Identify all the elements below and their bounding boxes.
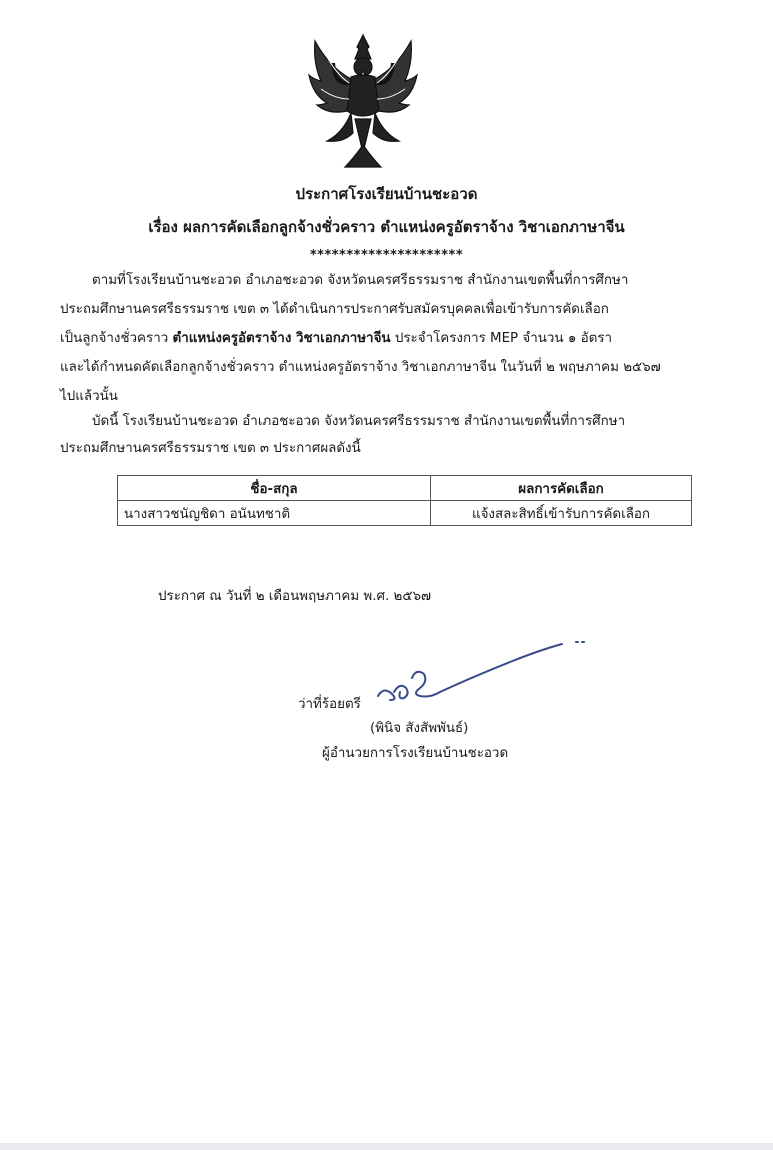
header-name: ชื่อ-สกุล [118, 476, 431, 501]
signature-icon [370, 638, 590, 708]
announce-date: ประกาศ ณ วันที่ ๒ เดือนพฤษภาคม พ.ศ. ๒๕๖๗ [158, 589, 432, 604]
table-header-row [118, 476, 692, 501]
paragraph-1-line-2: ประถมศึกษานครศรีธรรมราช เขต ๓ ได้ดำเนินการประกาศรับสมัครบุคคลเพื่อเข้ารับการคัดเลือก [60, 302, 609, 317]
paragraph-2-line-2: ประถมศึกษานครศรีธรรมราช เขต ๓ ประกาศผลดังนี้ [60, 441, 361, 456]
paragraph-2-line-1: บัดนี้ โรงเรียนบ้านชะอวด อำเภอชะอวด จังหวัดนครศรีธรรมราช สำนักงานเขตพื้นที่การศึกษา [92, 414, 626, 429]
bottom-edge [0, 1143, 773, 1150]
separator: ********************* [309, 248, 464, 263]
announcement-subject [0, 217, 773, 237]
position-name: ตำแหน่งครูอัตราจ้าง วิชาเอกภาษาจีน [172, 331, 391, 346]
p1-line3-pre: เป็นลูกจ้างชั่วคราว [60, 331, 173, 346]
header-result: ผลการคัดเลือก [431, 476, 692, 501]
signer-rank: ว่าที่ร้อยตรี [298, 697, 361, 712]
announcement-title: ประกาศโรงเรียนบ้านชะอวด [295, 185, 478, 203]
signer-title: ผู้อำนวยการโรงเรียนบ้านชะอวด [322, 746, 509, 761]
result-table [117, 475, 692, 526]
paragraph-1-line-3 [60, 324, 710, 353]
cell-name: นางสาวชนัญชิดา อนันทชาติ [118, 501, 431, 526]
garuda-emblem-icon [305, 33, 422, 170]
paragraph-1-line-1: ตามที่โรงเรียนบ้านชะอวด อำเภอชะอวด จังหวัดนครศรีธรรมราช สำนักงานเขตพื้นที่การศึกษา [92, 273, 629, 288]
p1-line3-post: ประจำโครงการ MEP จำนวน ๑ อัตรา [390, 331, 613, 346]
paragraph-1-line-5: ไปแล้วนั้น [60, 389, 118, 404]
signer-name: (พินิจ สังสัพพันธ์) [370, 721, 469, 736]
paragraph-1-line-4: และได้กำหนดคัดเลือกลูกจ้างชั่วคราว ตำแหน่งครูอัตราจ้าง วิชาเอกภาษาจีน ในวันที่ ๒ พฤษภาคม ๒๕๖๗ [60, 360, 661, 375]
subject-text: ผลการคัดเลือกลูกจ้างชั่วคราว ตำแหน่งครูอัตราจ้าง วิชาเอกภาษาจีน [183, 218, 625, 236]
table-row [118, 501, 692, 526]
subject-prefix: เรื่อง [148, 218, 178, 236]
cell-result: แจ้งสละสิทธิ์เข้ารับการคัดเลือก [431, 501, 692, 526]
